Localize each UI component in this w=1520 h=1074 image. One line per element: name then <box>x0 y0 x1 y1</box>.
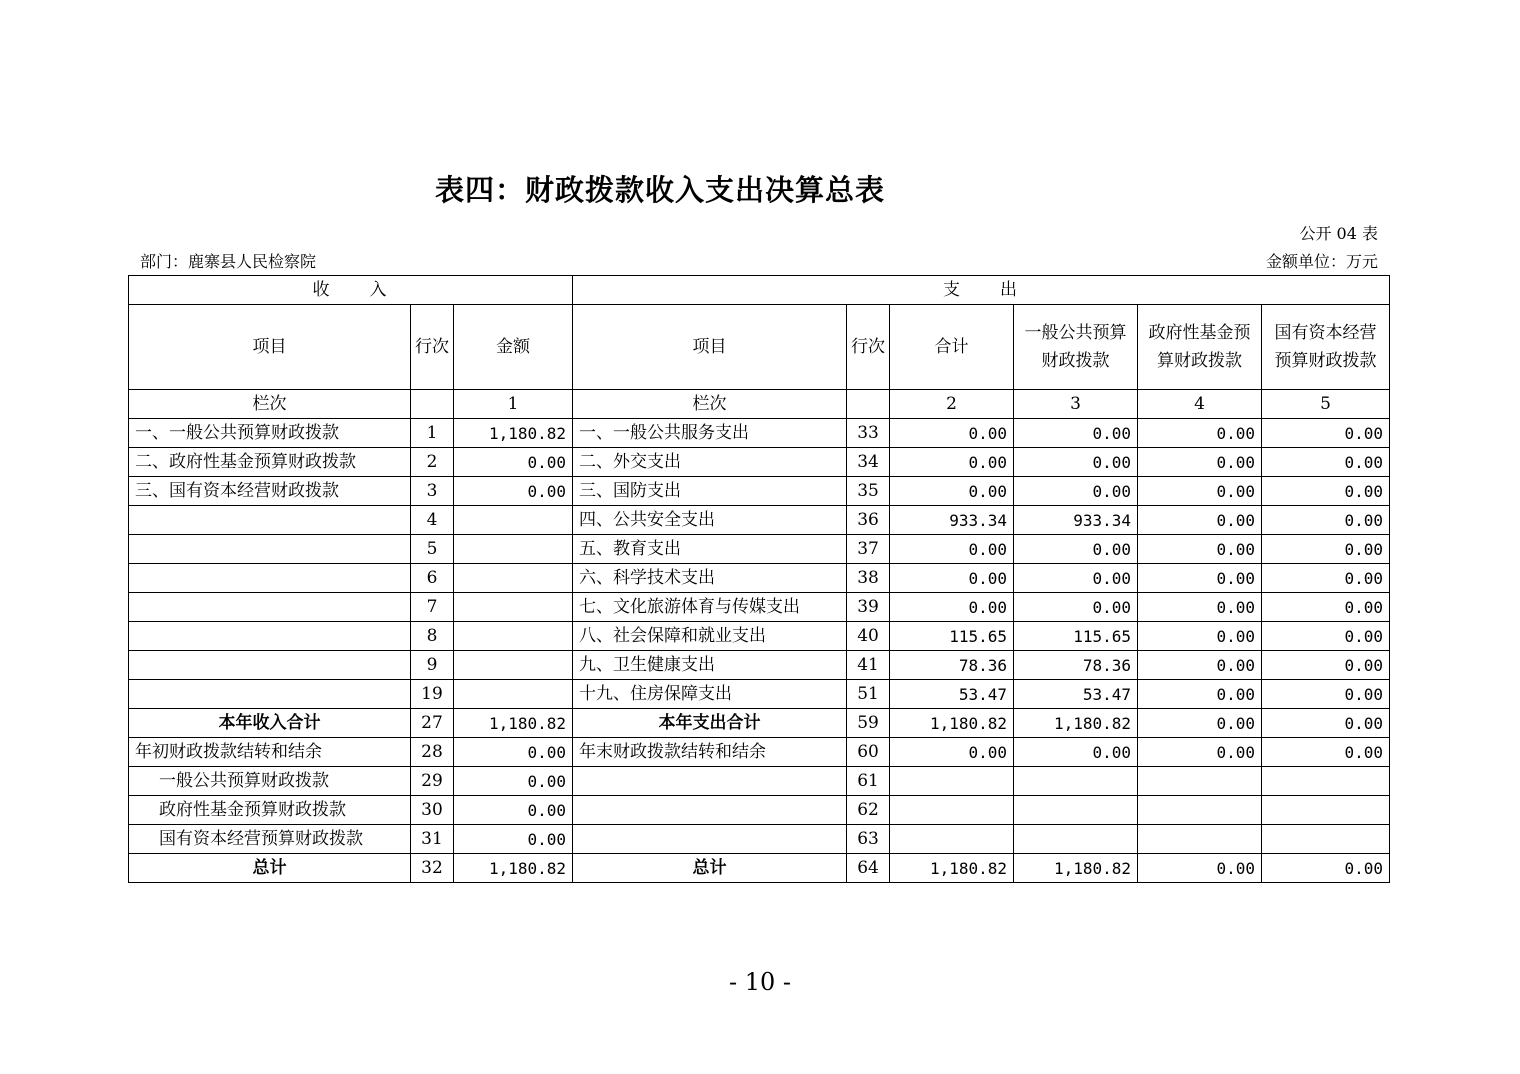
expense-item-cell <box>573 796 847 825</box>
table-row <box>129 448 1390 477</box>
income-amount-cell: 0.00 <box>454 796 573 825</box>
income-item-cell: 国有资本经营预算财政拨款 <box>129 825 411 854</box>
fiscal-table <box>128 275 1390 883</box>
general-budget-cell: 1,180.82 <box>1014 854 1138 883</box>
column-index-blank <box>411 390 454 419</box>
expense-total-cell: 78.36 <box>890 651 1014 680</box>
income-line-no-cell: 6 <box>411 564 454 593</box>
expense-line-no-cell: 62 <box>847 796 890 825</box>
expense-total-cell: 0.00 <box>890 564 1014 593</box>
expense-line-no-cell: 61 <box>847 767 890 796</box>
gov-fund-cell: 0.00 <box>1138 593 1262 622</box>
income-amount-cell: 0.00 <box>454 738 573 767</box>
expense-total-cell: 0.00 <box>890 419 1014 448</box>
table-row <box>129 593 1390 622</box>
gov-fund-cell: 0.00 <box>1138 535 1262 564</box>
expense-item-cell: 五、教育支出 <box>573 535 847 564</box>
state-capital-cell <box>1262 796 1390 825</box>
expense-item-cell: 四、公共安全支出 <box>573 506 847 535</box>
expense-item-cell: 九、卫生健康支出 <box>573 651 847 680</box>
income-line-no-cell: 19 <box>411 680 454 709</box>
income-line-no-cell: 2 <box>411 448 454 477</box>
state-capital-cell: 0.00 <box>1262 593 1390 622</box>
expense-line-no-header: 行次 <box>847 305 890 390</box>
income-item-cell <box>129 506 411 535</box>
expense-line-no-cell: 64 <box>847 854 890 883</box>
gov-fund-cell: 0.00 <box>1138 738 1262 767</box>
income-amount-cell <box>454 622 573 651</box>
expense-line-no-cell: 40 <box>847 622 890 651</box>
expense-item-cell <box>573 767 847 796</box>
income-amount-cell <box>454 535 573 564</box>
gov-fund-cell <box>1138 825 1262 854</box>
state-capital-cell: 0.00 <box>1262 419 1390 448</box>
income-item-cell: 本年收入合计 <box>129 709 411 738</box>
column-index-2: 2 <box>890 390 1014 419</box>
income-amount-cell: 0.00 <box>454 448 573 477</box>
general-budget-cell <box>1014 825 1138 854</box>
column-index-3: 3 <box>1014 390 1138 419</box>
income-section-header: 收 入 <box>129 276 573 305</box>
gov-fund-cell: 0.00 <box>1138 564 1262 593</box>
expense-line-no-cell: 63 <box>847 825 890 854</box>
general-budget-cell: 78.36 <box>1014 651 1138 680</box>
gov-fund-cell: 0.00 <box>1138 477 1262 506</box>
expense-line-no-cell: 34 <box>847 448 890 477</box>
gov-fund-cell: 0.00 <box>1138 680 1262 709</box>
state-capital-cell <box>1262 767 1390 796</box>
expense-item-cell: 一、一般公共服务支出 <box>573 419 847 448</box>
income-item-cell: 总计 <box>129 854 411 883</box>
income-item-cell: 年初财政拨款结转和结余 <box>129 738 411 767</box>
expense-total-cell: 0.00 <box>890 448 1014 477</box>
expense-item-header: 项目 <box>573 305 847 390</box>
column-index-5: 5 <box>1262 390 1390 419</box>
expense-line-no-cell: 39 <box>847 593 890 622</box>
income-amount-cell: 1,180.82 <box>454 854 573 883</box>
expense-item-cell: 八、社会保障和就业支出 <box>573 622 847 651</box>
income-item-cell: 二、政府性基金预算财政拨款 <box>129 448 411 477</box>
general-budget-cell: 1,180.82 <box>1014 709 1138 738</box>
table-row <box>129 825 1390 854</box>
column-index-1: 1 <box>454 390 573 419</box>
expense-item-cell: 本年支出合计 <box>573 709 847 738</box>
state-capital-cell: 0.00 <box>1262 535 1390 564</box>
income-amount-cell: 1,180.82 <box>454 709 573 738</box>
income-line-no-cell: 9 <box>411 651 454 680</box>
general-budget-cell <box>1014 796 1138 825</box>
expense-item-cell: 七、文化旅游体育与传媒支出 <box>573 593 847 622</box>
state-capital-cell: 0.00 <box>1262 854 1390 883</box>
form-number: 公开 04 表 <box>1299 224 1378 243</box>
expense-total-cell: 53.47 <box>890 680 1014 709</box>
gov-fund-cell: 0.00 <box>1138 448 1262 477</box>
expense-total-cell: 0.00 <box>890 535 1014 564</box>
state-capital-cell: 0.00 <box>1262 651 1390 680</box>
table-row <box>129 506 1390 535</box>
income-line-no-cell: 32 <box>411 854 454 883</box>
income-item-cell <box>129 651 411 680</box>
column-index-blank <box>847 390 890 419</box>
expense-line-no-cell: 60 <box>847 738 890 767</box>
state-capital-cell: 0.00 <box>1262 680 1390 709</box>
income-item-cell: 政府性基金预算财政拨款 <box>129 796 411 825</box>
gov-fund-cell: 0.00 <box>1138 854 1262 883</box>
table-row <box>129 419 1390 448</box>
expense-line-no-cell: 38 <box>847 564 890 593</box>
income-line-no-cell: 3 <box>411 477 454 506</box>
income-line-no-cell: 29 <box>411 767 454 796</box>
income-item-cell <box>129 622 411 651</box>
state-capital-cell <box>1262 825 1390 854</box>
table-row <box>129 651 1390 680</box>
expense-item-cell: 十九、住房保障支出 <box>573 680 847 709</box>
table-row <box>129 535 1390 564</box>
gov-fund-cell: 0.00 <box>1138 709 1262 738</box>
income-item-cell: 一般公共预算财政拨款 <box>129 767 411 796</box>
expense-total-cell: 0.00 <box>890 738 1014 767</box>
income-amount-cell <box>454 593 573 622</box>
expense-total-cell: 1,180.82 <box>890 854 1014 883</box>
income-amount-cell: 1,180.82 <box>454 419 573 448</box>
page-title: 表四：财政拨款收入支出决算总表 <box>434 173 885 207</box>
general-budget-cell: 53.47 <box>1014 680 1138 709</box>
state-capital-cell: 0.00 <box>1262 448 1390 477</box>
general-budget-cell: 0.00 <box>1014 738 1138 767</box>
state-capital-cell: 0.00 <box>1262 709 1390 738</box>
table-row <box>129 709 1390 738</box>
state-capital-cell: 0.00 <box>1262 564 1390 593</box>
gov-fund-header: 政府性基金预算财政拨款 <box>1138 305 1262 390</box>
income-line-no-cell: 31 <box>411 825 454 854</box>
column-index-row <box>129 390 1390 419</box>
state-capital-cell: 0.00 <box>1262 622 1390 651</box>
unit-label: 金额单位：万元 <box>1265 252 1378 271</box>
table-row <box>129 854 1390 883</box>
gov-fund-cell: 0.00 <box>1138 419 1262 448</box>
page-number: - 10 - <box>728 968 791 996</box>
income-line-no-cell: 1 <box>411 419 454 448</box>
income-item-cell <box>129 680 411 709</box>
income-item-cell: 一、一般公共预算财政拨款 <box>129 419 411 448</box>
expense-item-cell: 六、科学技术支出 <box>573 564 847 593</box>
table-row <box>129 622 1390 651</box>
income-line-no-cell: 5 <box>411 535 454 564</box>
expense-item-cell: 总计 <box>573 854 847 883</box>
income-amount-cell <box>454 651 573 680</box>
income-line-no-header: 行次 <box>411 305 454 390</box>
expense-line-no-cell: 51 <box>847 680 890 709</box>
general-budget-cell: 0.00 <box>1014 535 1138 564</box>
income-line-no-cell: 30 <box>411 796 454 825</box>
gov-fund-cell: 0.00 <box>1138 622 1262 651</box>
general-budget-cell: 0.00 <box>1014 564 1138 593</box>
expense-line-no-cell: 36 <box>847 506 890 535</box>
expense-item-cell: 年末财政拨款结转和结余 <box>573 738 847 767</box>
header-row-columns <box>129 305 1390 390</box>
column-label-left: 栏次 <box>129 390 411 419</box>
general-budget-cell: 933.34 <box>1014 506 1138 535</box>
expense-total-cell: 933.34 <box>890 506 1014 535</box>
income-amount-header: 金额 <box>454 305 573 390</box>
table-row <box>129 738 1390 767</box>
gov-fund-cell: 0.00 <box>1138 651 1262 680</box>
expense-item-cell: 二、外交支出 <box>573 448 847 477</box>
income-line-no-cell: 27 <box>411 709 454 738</box>
expense-total-cell: 0.00 <box>890 477 1014 506</box>
expense-total-header: 合计 <box>890 305 1014 390</box>
gov-fund-cell <box>1138 796 1262 825</box>
income-amount-cell: 0.00 <box>454 825 573 854</box>
income-line-no-cell: 8 <box>411 622 454 651</box>
header-row-sections <box>129 276 1390 305</box>
state-capital-header: 国有资本经营预算财政拨款 <box>1262 305 1390 390</box>
expense-line-no-cell: 35 <box>847 477 890 506</box>
expense-section-header: 支 出 <box>573 276 1390 305</box>
income-item-cell <box>129 564 411 593</box>
expense-total-cell: 0.00 <box>890 593 1014 622</box>
table-row <box>129 680 1390 709</box>
income-line-no-cell: 7 <box>411 593 454 622</box>
column-index-4: 4 <box>1138 390 1262 419</box>
general-budget-cell: 0.00 <box>1014 419 1138 448</box>
income-item-cell <box>129 535 411 564</box>
gov-fund-cell: 0.00 <box>1138 506 1262 535</box>
general-budget-cell: 115.65 <box>1014 622 1138 651</box>
column-label-right: 栏次 <box>573 390 847 419</box>
income-amount-cell <box>454 506 573 535</box>
general-budget-cell: 0.00 <box>1014 477 1138 506</box>
expense-line-no-cell: 41 <box>847 651 890 680</box>
state-capital-cell: 0.00 <box>1262 738 1390 767</box>
income-item-cell: 三、国有资本经营财政拨款 <box>129 477 411 506</box>
income-amount-cell <box>454 564 573 593</box>
income-amount-cell: 0.00 <box>454 767 573 796</box>
income-line-no-cell: 4 <box>411 506 454 535</box>
income-item-header: 项目 <box>129 305 411 390</box>
gov-fund-cell <box>1138 767 1262 796</box>
expense-total-cell: 1,180.82 <box>890 709 1014 738</box>
general-budget-cell <box>1014 767 1138 796</box>
income-line-no-cell: 28 <box>411 738 454 767</box>
expense-item-cell <box>573 825 847 854</box>
table-row <box>129 564 1390 593</box>
general-budget-header: 一般公共预算财政拨款 <box>1014 305 1138 390</box>
table-row <box>129 796 1390 825</box>
expense-total-cell <box>890 796 1014 825</box>
state-capital-cell: 0.00 <box>1262 506 1390 535</box>
state-capital-cell: 0.00 <box>1262 477 1390 506</box>
income-item-cell <box>129 593 411 622</box>
general-budget-cell: 0.00 <box>1014 448 1138 477</box>
expense-line-no-cell: 33 <box>847 419 890 448</box>
income-amount-cell <box>454 680 573 709</box>
table-row <box>129 477 1390 506</box>
income-amount-cell: 0.00 <box>454 477 573 506</box>
expense-total-cell <box>890 767 1014 796</box>
expense-item-cell: 三、国防支出 <box>573 477 847 506</box>
expense-line-no-cell: 37 <box>847 535 890 564</box>
table-row <box>129 767 1390 796</box>
expense-total-cell <box>890 825 1014 854</box>
department-label: 部门：鹿寨县人民检察院 <box>140 252 317 271</box>
general-budget-cell: 0.00 <box>1014 593 1138 622</box>
expense-total-cell: 115.65 <box>890 622 1014 651</box>
expense-line-no-cell: 59 <box>847 709 890 738</box>
